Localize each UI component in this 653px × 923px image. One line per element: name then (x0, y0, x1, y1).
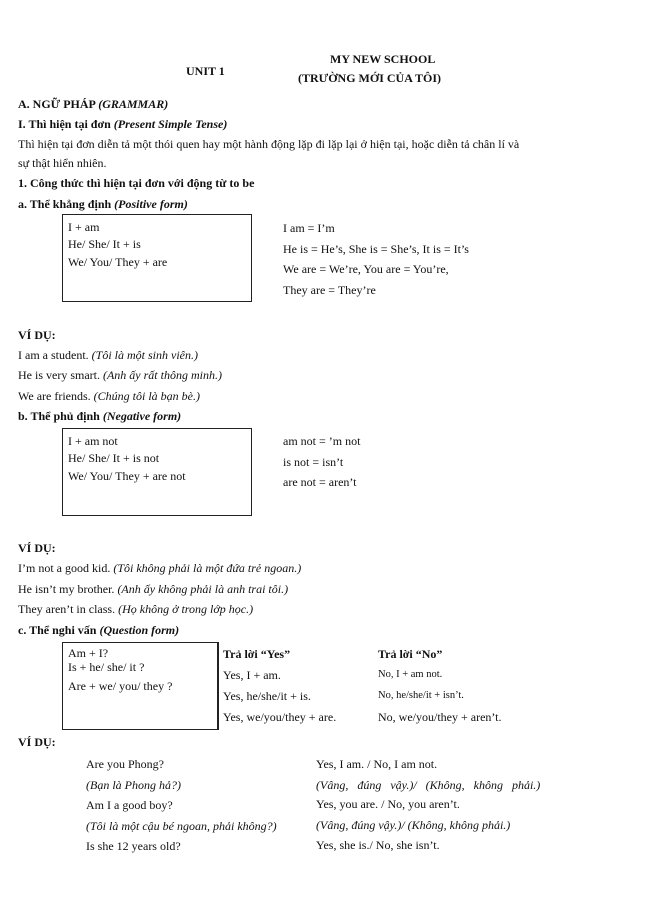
example-vi: (Tôi là một sinh viên.) (91, 348, 198, 362)
example-en: I am a student. (18, 348, 92, 362)
negative-contraction: are not = aren’t (283, 475, 357, 489)
positive-heading (18, 197, 188, 211)
section-a-heading (18, 97, 168, 111)
question-example-a: Yes, I am. / No, I am not. (316, 757, 438, 771)
question-formula-line: Is + he/ she/ it ? (68, 660, 145, 674)
positive-contraction: We are = We’re, You are = You’re, (283, 262, 449, 276)
example-vi: (Anh ấy rất thông minh.) (102, 368, 222, 382)
question-example-q: Is she 12 years old? (86, 839, 181, 853)
positive-example (18, 348, 198, 362)
question-label: c. Thể nghi vấn (18, 623, 100, 637)
example-en: I’m not a good kid. (18, 561, 114, 575)
example-vi: (Tôi không phải là một đứa trẻ ngoan.) (113, 561, 302, 575)
question-formula-line: Are + we/ you/ they ? (68, 679, 173, 693)
section-1-heading (18, 117, 227, 131)
question-example-label: VÍ DỤ: (18, 735, 56, 749)
negative-contraction: is not = isn’t (283, 455, 344, 469)
negative-label-en: (Negative form) (102, 409, 182, 423)
negative-example (18, 582, 288, 596)
negative-example-label: VÍ DỤ: (18, 541, 56, 555)
negative-contraction: am not = ’m not (283, 434, 361, 448)
negative-heading (18, 409, 181, 423)
example-vi: (Anh ấy không phải là anh trai tôi.) (117, 582, 289, 596)
example-en: He isn’t my brother. (18, 582, 118, 596)
negative-formula-line: I + am not (68, 434, 118, 448)
question-example-q: Am I a good boy? (86, 798, 173, 812)
negative-formula-line: We/ You/ They + are not (68, 469, 186, 483)
positive-contraction: I am = I’m (283, 221, 335, 235)
section-1-description-line1: Thì hiện tại đơn diễn tả một thói quen hay một hành động lặp đi lặp lại ở hiện tại, hoặc diễn tả chân lí và (18, 137, 520, 151)
question-formula-box (62, 642, 218, 730)
positive-contraction: They are = They’re (283, 283, 376, 297)
yes-answer: Yes, we/you/they + are. (223, 710, 337, 724)
question-example-a: Yes, she is./ No, she isn’t. (316, 838, 440, 852)
section-a-label-en: (GRAMMAR) (98, 97, 169, 111)
no-header: Trả lời “No” (378, 647, 443, 661)
section-a-label: A. NGỮ PHÁP (18, 97, 99, 111)
yes-header: Trả lời “Yes” (223, 647, 291, 661)
formula-heading: 1. Công thức thì hiện tại đơn với động từ to be (18, 176, 255, 190)
no-answer: No, I + am not. (378, 669, 443, 680)
positive-contraction: He is = He’s, She is = She’s, It is = It’s (283, 242, 469, 256)
negative-formula-box (62, 428, 252, 516)
negative-label: b. Thể phủ định (18, 409, 103, 423)
positive-example-label: VÍ DỤ: (18, 328, 56, 342)
positive-formula-box (62, 214, 252, 302)
no-answer: No, we/you/they + aren’t. (378, 710, 502, 724)
positive-formula-line: He/ She/ It + is (68, 237, 141, 251)
question-example-a: (Vâng, đúng vậy.)/ (Không, không phải.) (316, 778, 541, 792)
no-answer: No, he/she/it + isn’t. (378, 690, 464, 701)
example-vi: (Họ không ở trong lớp học.) (118, 602, 254, 616)
positive-label: a. Thể khẳng định (18, 197, 115, 211)
example-en: We are friends. (18, 389, 94, 403)
question-example-q: (Bạn là Phong hả?) (86, 778, 181, 792)
question-example-a: Yes, you are. / No, you aren’t. (316, 797, 460, 811)
yes-answer: Yes, I + am. (223, 668, 281, 682)
positive-example (18, 389, 200, 403)
question-example-a: (Vâng, đúng vậy.)/ (Không, không phải.) (316, 818, 511, 832)
section-1-description-line2: sự thật hiển nhiên. (18, 156, 107, 170)
question-table-divider (218, 642, 219, 730)
positive-label-en: (Positive form) (114, 197, 188, 211)
question-label-en: (Question form) (99, 623, 180, 637)
question-example-q: Are you Phong? (86, 757, 164, 771)
lesson-title: MY NEW SCHOOL (330, 52, 436, 66)
negative-example (18, 602, 253, 616)
unit-label: UNIT 1 (186, 64, 225, 78)
example-vi: (Chúng tôi là bạn bè.) (93, 389, 200, 403)
question-example-q: (Tôi là một cậu bé ngoan, phải không?) (86, 819, 277, 833)
negative-formula-line: He/ She/ It + is not (68, 451, 160, 465)
negative-example (18, 561, 301, 575)
yes-answer: Yes, he/she/it + is. (223, 689, 311, 703)
positive-formula-line: I + am (68, 220, 100, 234)
example-en: He is very smart. (18, 368, 103, 382)
question-formula-line: Am + I? (68, 646, 109, 660)
section-1-label: I. Thì hiện tại đơn (18, 117, 114, 131)
positive-formula-line: We/ You/ They + are (68, 255, 168, 269)
example-en: They aren’t in class. (18, 602, 119, 616)
positive-example (18, 368, 222, 382)
section-1-label-en: (Present Simple Tense) (113, 117, 228, 131)
question-heading (18, 623, 179, 637)
lesson-subtitle: (TRƯỜNG MỚI CỦA TÔI) (298, 71, 442, 85)
